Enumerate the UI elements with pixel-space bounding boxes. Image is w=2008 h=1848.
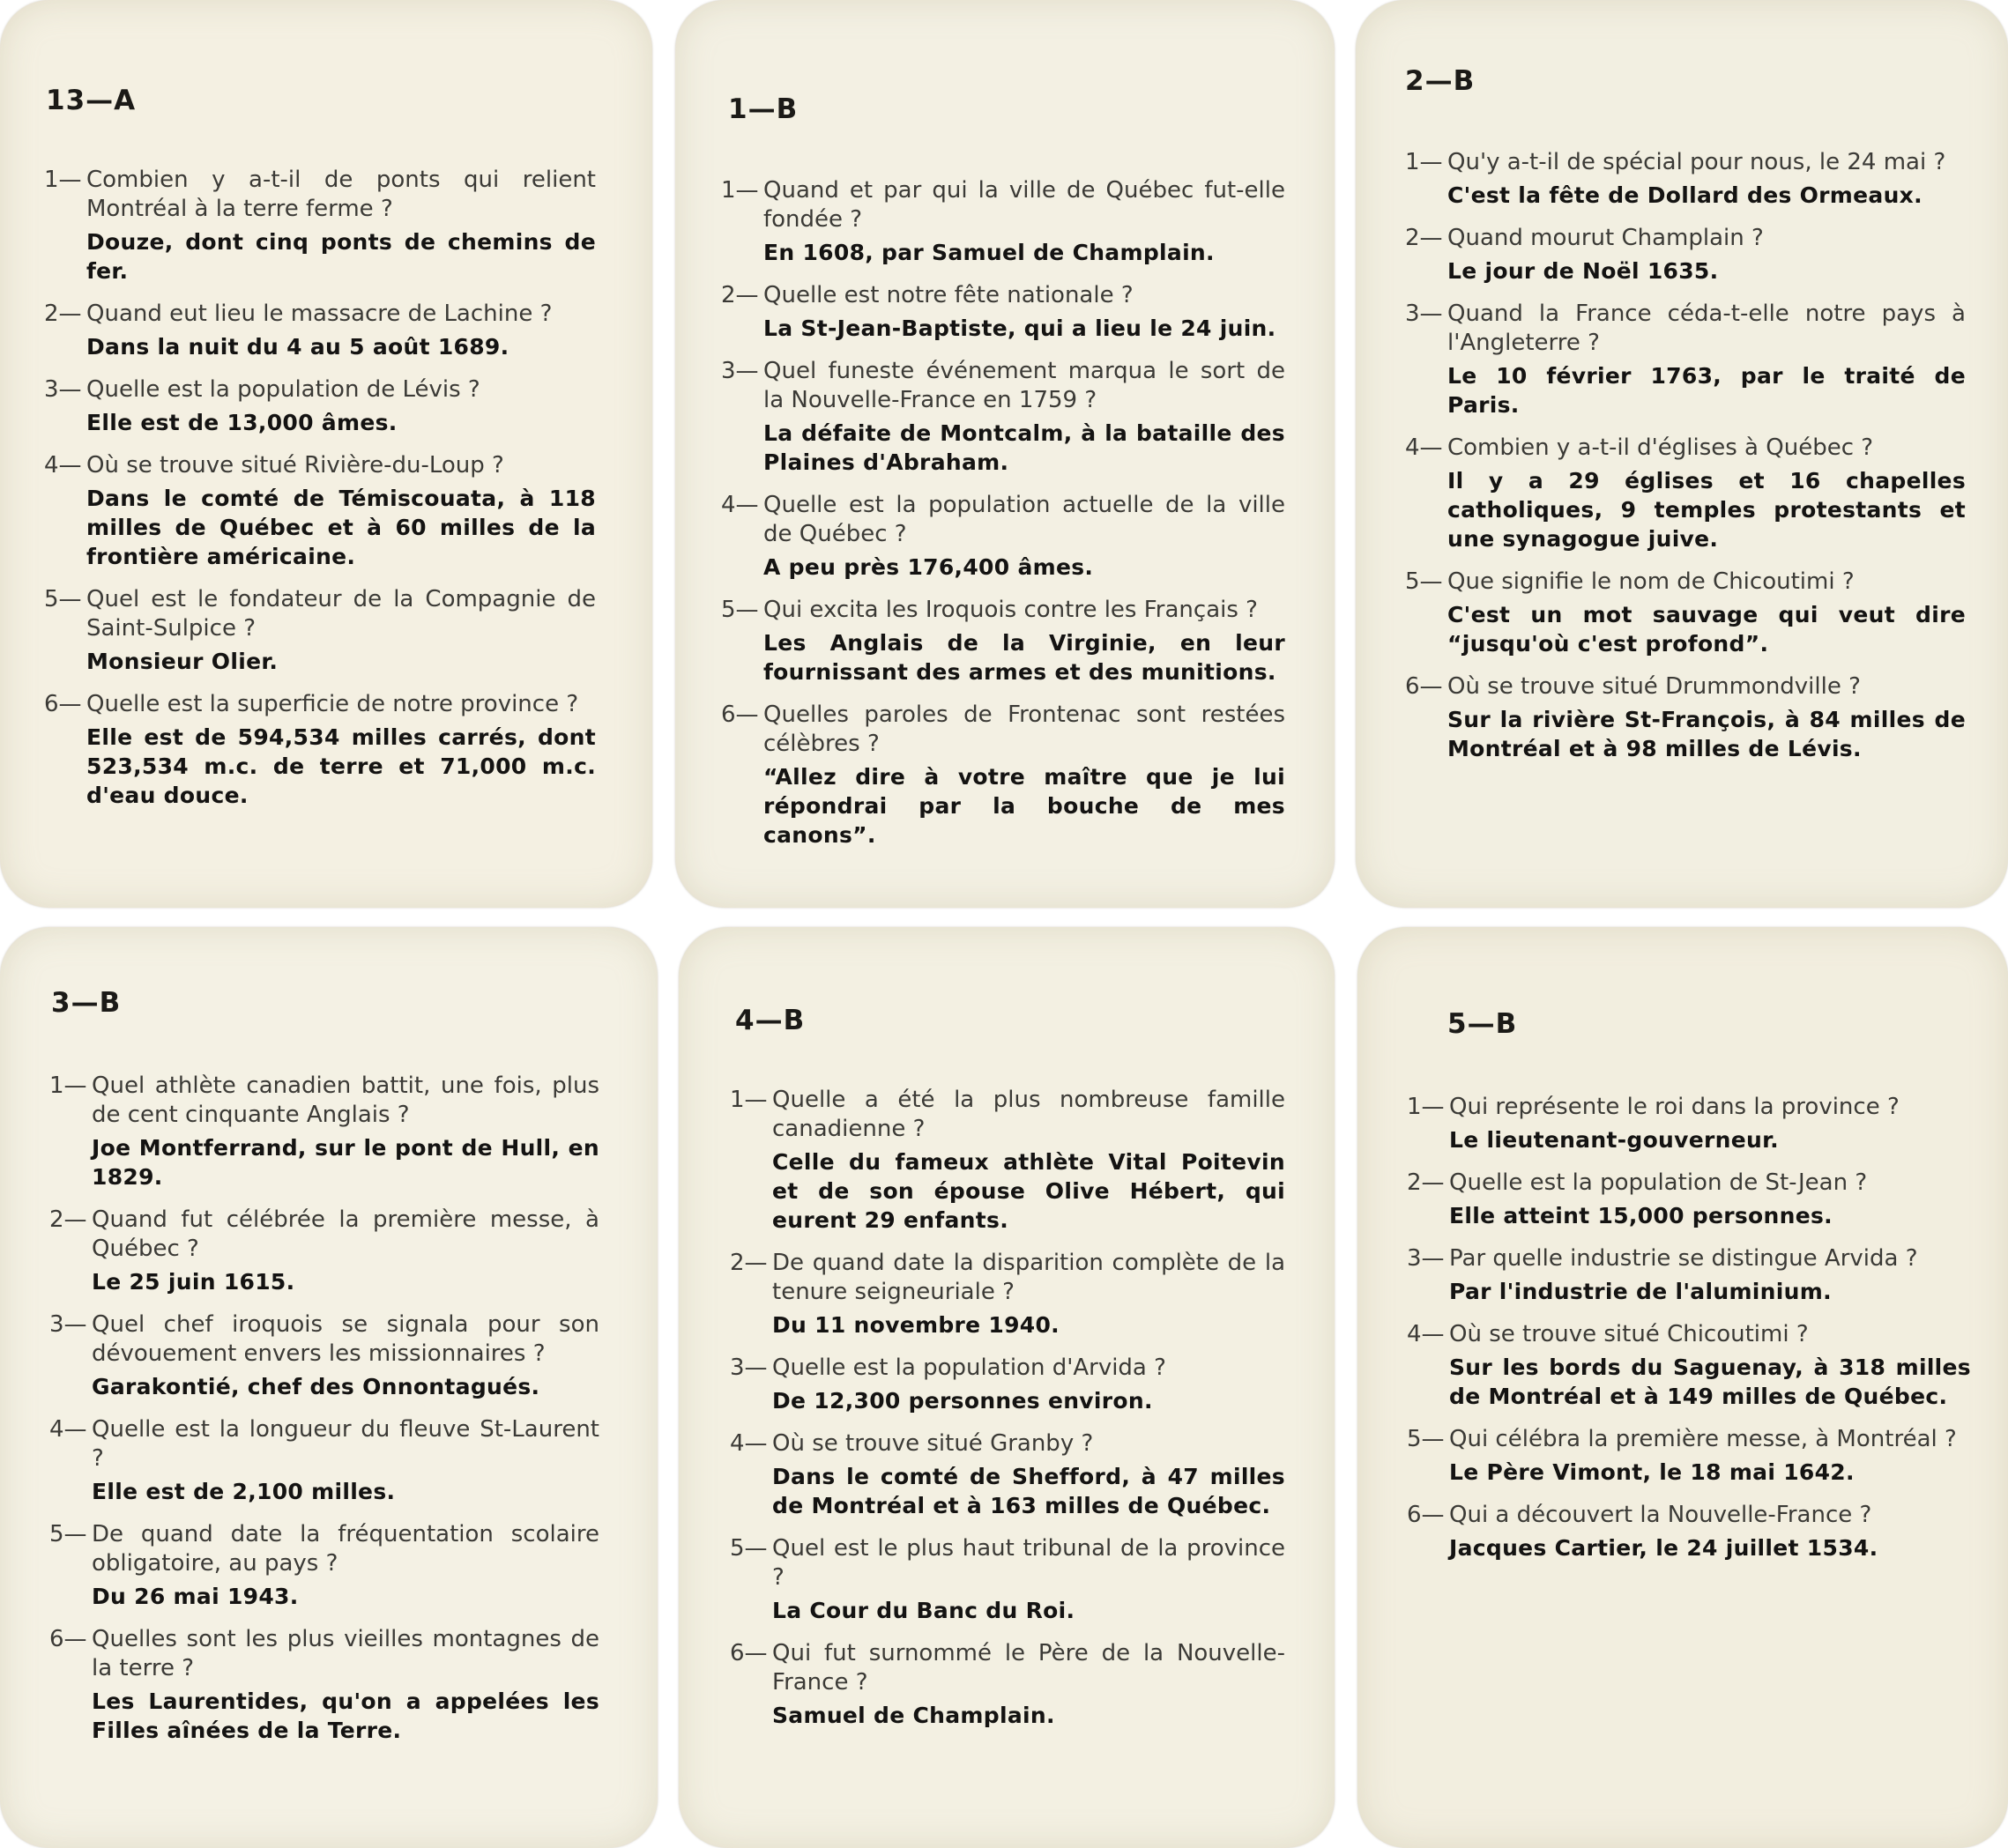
question-item <box>49 1206 599 1296</box>
quiz-card-3b <box>0 927 658 1848</box>
answer-text: Celle du fameux athlète Vital Poitevin et de son épouse Olive Hébert, qui eurent 29 enfants. <box>772 1149 1285 1233</box>
question-item <box>49 1415 599 1506</box>
question-item <box>730 1429 1285 1520</box>
answer-text: Le Père Vimont, le 18 mai 1642. <box>1449 1459 1855 1485</box>
answer-text: De 12,300 personnes environ. <box>772 1388 1153 1414</box>
question-item <box>1407 1093 1971 1154</box>
quiz-card-5b <box>1357 927 2008 1848</box>
question-item <box>1405 300 1966 419</box>
answer-text: Elle est de 13,000 âmes. <box>86 410 398 435</box>
question-item <box>1407 1320 1971 1411</box>
question-item <box>49 1625 599 1745</box>
card-title: 4—B <box>735 1005 806 1036</box>
answer-text: Jacques Cartier, le 24 juillet 1534. <box>1449 1535 1878 1561</box>
question-text: Quelles sont les plus vieilles montagnes de la terre ? <box>92 1626 599 1681</box>
question-item <box>730 1534 1285 1625</box>
question-number: 5— <box>44 586 82 612</box>
card-title: 13—A <box>46 85 137 116</box>
question-number: 2— <box>49 1206 87 1233</box>
answer-text: Les Laurentides, qu'on a appelées les Filles aînées de la Terre. <box>92 1688 599 1743</box>
question-number: 6— <box>49 1626 87 1652</box>
question-text: Quel funeste événement marqua le sort de la Nouvelle-France en 1759 ? <box>763 358 1285 413</box>
question-number: 3— <box>721 358 759 384</box>
question-text: Quand et par qui la ville de Québec fut-elle fondée ? <box>763 177 1285 233</box>
answer-text: Samuel de Champlain. <box>772 1703 1055 1728</box>
answer-text: Il y a 29 églises et 16 chapelles catholiques, 9 temples protestants et une synagogue juive. <box>1447 468 1966 552</box>
answer-text: Du 11 novembre 1940. <box>772 1312 1060 1338</box>
question-text: Quelle est la population de St-Jean ? <box>1449 1169 1868 1196</box>
question-text: Quand eut lieu le massacre de Lachine ? <box>86 301 553 327</box>
card-title: 1—B <box>728 93 799 125</box>
quiz-card-13a <box>0 0 652 908</box>
question-number: 6— <box>721 701 759 728</box>
question-item <box>1407 1501 1971 1562</box>
answer-text: Dans la nuit du 4 au 5 août 1689. <box>86 334 509 360</box>
question-number: 4— <box>730 1430 768 1457</box>
question-number: 4— <box>1407 1321 1445 1347</box>
question-item <box>44 375 596 437</box>
question-text: Qui excita les Iroquois contre les Français ? <box>763 597 1258 623</box>
question-number: 4— <box>44 452 82 479</box>
question-number: 5— <box>1405 568 1443 595</box>
question-text: Qui représente le roi dans la province ? <box>1449 1094 1900 1120</box>
question-item <box>721 596 1285 687</box>
question-number: 1— <box>721 177 759 204</box>
question-text: Quel athlète canadien battit, une fois, plus de cent cinquante Anglais ? <box>92 1072 599 1128</box>
quiz-card-4b <box>679 927 1335 1848</box>
answer-text: Dans le comté de Shefford, à 47 milles de Montréal et à 163 milles de Québec. <box>772 1464 1285 1518</box>
question-text: Quand fut célébrée la première messe, à Québec ? <box>92 1206 599 1262</box>
card-title: 2—B <box>1405 65 1476 97</box>
answer-text: Le 25 juin 1615. <box>92 1269 295 1295</box>
answer-text: La défaite de Montcalm, à la bataille des Plaines d'Abraham. <box>763 420 1285 475</box>
question-item <box>730 1354 1285 1415</box>
question-text: Où se trouve situé Chicoutimi ? <box>1449 1321 1809 1347</box>
answer-text: Elle est de 594,534 milles carrés, dont 523,534 m.c. de terre et 71,000 m.c. d'eau douce. <box>86 724 596 808</box>
question-number: 1— <box>49 1072 87 1099</box>
question-item <box>721 701 1285 850</box>
question-number: 1— <box>1407 1094 1445 1120</box>
question-text: Quelle est la population d'Arvida ? <box>772 1354 1166 1381</box>
answer-text: C'est la fête de Dollard des Ormeaux. <box>1447 182 1922 208</box>
question-text: Quel est le fondateur de la Compagnie de Saint-Sulpice ? <box>86 586 596 642</box>
question-list <box>721 176 1285 864</box>
question-text: Quel est le plus haut tribunal de la province ? <box>772 1535 1285 1591</box>
question-number: 4— <box>721 492 759 518</box>
question-text: Quelle est la population actuelle de la ville de Québec ? <box>763 492 1285 547</box>
answer-text: Joe Montferrand, sur le pont de Hull, en 1829. <box>92 1135 599 1190</box>
question-list <box>44 166 596 824</box>
answer-text: Sur la rivière St-François, à 84 milles de Montréal et à 98 milles de Lévis. <box>1447 707 1966 761</box>
answer-text: Le lieutenant-gouverneur. <box>1449 1127 1779 1153</box>
answer-text: Les Anglais de la Virginie, en leur fournissant des armes et des munitions. <box>763 630 1285 685</box>
quiz-card-1b <box>675 0 1335 908</box>
question-text: De quand date la fréquentation scolaire obligatoire, au pays ? <box>92 1521 599 1577</box>
question-list <box>1405 148 1966 777</box>
question-item <box>1405 568 1966 658</box>
question-item <box>721 176 1285 267</box>
question-list <box>1407 1093 1971 1577</box>
question-text: Qui fut surnommé le Père de la Nouvelle-France ? <box>772 1640 1285 1696</box>
question-number: 3— <box>1405 301 1443 327</box>
question-text: Qui célébra la première messe, à Montréal ? <box>1449 1426 1957 1452</box>
answer-text: La Cour du Banc du Roi. <box>772 1598 1075 1623</box>
question-item <box>1407 1169 1971 1230</box>
question-number: 1— <box>1405 149 1443 175</box>
question-text: Qu'y a-t-il de spécial pour nous, le 24 mai ? <box>1447 149 1946 175</box>
question-item <box>49 1072 599 1191</box>
question-text: Par quelle industrie se distingue Arvida ? <box>1449 1245 1918 1272</box>
question-number: 6— <box>1407 1502 1445 1528</box>
question-number: 1— <box>730 1087 768 1113</box>
question-number: 3— <box>1407 1245 1445 1272</box>
question-number: 3— <box>44 376 82 403</box>
question-number: 5— <box>721 597 759 623</box>
question-text: Quelle est la population de Lévis ? <box>86 376 480 403</box>
answer-text: Monsieur Olier. <box>86 649 279 674</box>
question-item <box>1407 1244 1971 1306</box>
answer-text: La St-Jean-Baptiste, qui a lieu le 24 juin. <box>763 315 1276 341</box>
question-item <box>730 1086 1285 1235</box>
question-number: 5— <box>49 1521 87 1547</box>
question-item <box>1407 1425 1971 1487</box>
question-text: Où se trouve situé Drummondville ? <box>1447 673 1861 700</box>
question-item <box>49 1520 599 1611</box>
answer-text: C'est un mot sauvage qui veut dire “jusqu'où c'est profond”. <box>1447 602 1966 657</box>
answer-text: Sur les bords du Saguenay, à 318 milles de Montréal et à 149 milles de Québec. <box>1449 1354 1971 1409</box>
question-item <box>721 281 1285 343</box>
question-item <box>721 357 1285 477</box>
question-list <box>730 1086 1285 1744</box>
question-number: 5— <box>1407 1426 1445 1452</box>
answer-text: Par l'industrie de l'aluminium. <box>1449 1279 1832 1304</box>
answer-text: Dans le comté de Témiscouata, à 118 milles de Québec et à 60 milles de la frontière américaine. <box>86 486 596 569</box>
question-number: 1— <box>44 167 82 193</box>
question-item <box>44 585 596 676</box>
card-title: 5—B <box>1447 1008 1518 1040</box>
question-number: 3— <box>730 1354 768 1381</box>
question-text: Où se trouve situé Granby ? <box>772 1430 1094 1457</box>
question-number: 6— <box>730 1640 768 1666</box>
question-number: 2— <box>44 301 82 327</box>
answer-text: “Allez dire à votre maître que je lui répondrai par la bouche de mes canons”. <box>763 764 1285 848</box>
question-number: 2— <box>721 282 759 308</box>
question-number: 6— <box>44 691 82 717</box>
answer-text: A peu près 176,400 âmes. <box>763 554 1094 580</box>
question-text: Quand mourut Champlain ? <box>1447 225 1764 251</box>
answer-text: Elle est de 2,100 milles. <box>92 1479 396 1504</box>
question-text: De quand date la disparition complète de la tenure seigneuriale ? <box>772 1250 1285 1305</box>
question-item <box>44 300 596 361</box>
question-text: Combien y a-t-il de ponts qui relient Montréal à la terre ferme ? <box>86 167 596 222</box>
question-item <box>44 166 596 286</box>
question-text: Quelle est la longueur du fleuve St-Laurent ? <box>92 1416 599 1472</box>
question-item <box>730 1639 1285 1730</box>
question-text: Combien y a-t-il d'églises à Québec ? <box>1447 434 1874 461</box>
question-item <box>1405 672 1966 763</box>
question-text: Quelles paroles de Frontenac sont restées célèbres ? <box>763 701 1285 757</box>
question-item <box>721 491 1285 582</box>
question-item <box>44 451 596 571</box>
card-title: 3—B <box>51 987 122 1019</box>
question-text: Quel chef iroquois se signala pour son dévouement envers les missionnaires ? <box>92 1311 599 1367</box>
answer-text: Le jour de Noël 1635. <box>1447 258 1719 284</box>
question-number: 2— <box>730 1250 768 1276</box>
answer-text: Le 10 février 1763, par le traité de Paris. <box>1447 363 1966 418</box>
question-text: Quand la France céda-t-elle notre pays à l'Angleterre ? <box>1447 301 1966 356</box>
question-item <box>1405 434 1966 553</box>
question-number: 5— <box>730 1535 768 1562</box>
question-list <box>49 1072 599 1759</box>
quiz-card-2b <box>1356 0 2008 908</box>
question-number: 4— <box>49 1416 87 1443</box>
question-text: Quelle a été la plus nombreuse famille canadienne ? <box>772 1087 1285 1142</box>
question-number: 2— <box>1405 225 1443 251</box>
question-item <box>1405 224 1966 286</box>
question-item <box>1405 148 1966 210</box>
answer-text: Du 26 mai 1943. <box>92 1584 299 1609</box>
answer-text: Garakontié, chef des Onnontagués. <box>92 1374 540 1399</box>
question-text: Quelle est notre fête nationale ? <box>763 282 1134 308</box>
question-number: 3— <box>49 1311 87 1338</box>
question-number: 4— <box>1405 434 1443 461</box>
question-text: Où se trouve situé Rivière-du-Loup ? <box>86 452 504 479</box>
question-item <box>44 690 596 810</box>
question-number: 6— <box>1405 673 1443 700</box>
question-text: Quelle est la superficie de notre province ? <box>86 691 579 717</box>
question-text: Que signifie le nom de Chicoutimi ? <box>1447 568 1855 595</box>
question-number: 2— <box>1407 1169 1445 1196</box>
answer-text: En 1608, par Samuel de Champlain. <box>763 240 1215 265</box>
answer-text: Douze, dont cinq ponts de chemins de fer. <box>86 229 596 284</box>
question-item <box>49 1310 599 1401</box>
answer-text: Elle atteint 15,000 personnes. <box>1449 1203 1833 1228</box>
question-item <box>730 1249 1285 1340</box>
question-text: Qui a découvert la Nouvelle-France ? <box>1449 1502 1872 1528</box>
